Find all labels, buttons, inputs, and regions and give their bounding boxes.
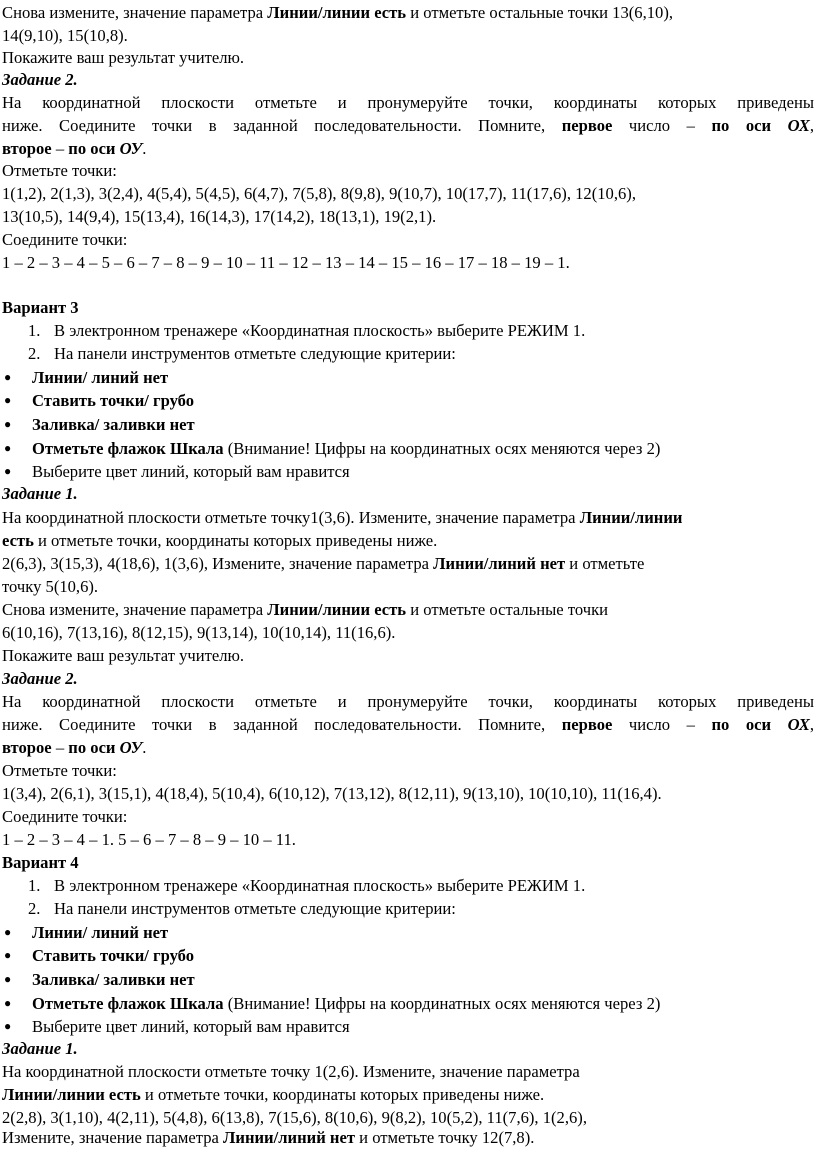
text-line: Соедините точки: <box>2 230 128 249</box>
numbered-item: 1. В электронном тренажере «Координатная плоскость» выберите РЕЖИМ 1. <box>28 321 586 340</box>
variant-heading: Вариант 3 <box>2 298 79 317</box>
task-heading: Задание 2. <box>2 669 78 688</box>
text-line: Снова измените, значение параметра Линии/линии есть и отметьте остальные точки 13(6,10), <box>2 3 673 22</box>
text-line: второе – по оси ОУ. <box>2 139 147 158</box>
sequence-line: 1 – 2 – 3 – 4 – 1. 5 – 6 – 7 – 8 – 9 – 10 – 11. <box>2 830 296 849</box>
bullet-item: ● Ставить точки/ грубо <box>4 946 195 965</box>
points-line: 1(3,4), 2(6,1), 3(15,1), 4(18,4), 5(10,4), 6(10,12), 7(13,12), 8(12,11), 9(13,10), 10(10,10), 11(16,4). <box>2 784 662 803</box>
text-line: На координатной плоскости отметьте и пронумеруйте точки, координаты которых приведены <box>2 93 814 112</box>
bullet-item: ● Линии/ линий нет <box>4 368 169 387</box>
numbered-item: 1. В электронном тренажере «Координатная плоскость» выберите РЕЖИМ 1. <box>28 876 586 895</box>
text-line: ниже. Соедините точки в заданной последовательности. Помните, первое число – по оси ОХ, <box>2 715 814 734</box>
text-line: Измените, значение параметра Линии/линий нет и отметьте точку 12(7,8). <box>2 1128 535 1147</box>
task-heading: Задание 1. <box>2 1039 78 1058</box>
bullet-item: ● Линии/ линий нет <box>4 923 169 942</box>
points-line: 6(10,16), 7(13,16), 8(12,15), 9(13,14), 10(10,14), 11(16,6). <box>2 623 396 642</box>
task-heading: Задание 2. <box>2 70 78 89</box>
text-line: На координатной плоскости отметьте точку 1(2,6). Измените, значение параметра <box>2 1062 580 1081</box>
points-line: 13(10,5), 14(9,4), 15(13,4), 16(14,3), 17(14,2), 18(13,1), 19(2,1). <box>2 207 437 226</box>
text-line: Покажите ваш результат учителю. <box>2 646 245 665</box>
text-line: Отметьте точки: <box>2 761 117 780</box>
bullet-item: ● Отметьте флажок Шкала (Внимание! Цифры на координатных осях меняются через 2) <box>4 439 661 458</box>
text-line: Отметьте точки: <box>2 161 117 180</box>
variant-heading: Вариант 4 <box>2 853 79 872</box>
text-line: 2(6,3), 3(15,3), 4(18,6), 1(3,6), Измените, значение параметра Линии/линий нет и отметьте <box>2 554 645 573</box>
bullet-item: ● Отметьте флажок Шкала (Внимание! Цифры на координатных осях меняются через 2) <box>4 994 661 1013</box>
bullet-item: ● Заливка/ заливки нет <box>4 415 195 434</box>
text-line: На координатной плоскости отметьте и пронумеруйте точки, координаты которых приведены <box>2 692 814 711</box>
text-line: На координатной плоскости отметьте точку1(3,6). Измените, значение параметра Линии/линии <box>2 508 683 527</box>
text-line: второе – по оси ОУ. <box>2 738 147 757</box>
bullet-item: ● Выберите цвет линий, который вам нравится <box>4 1017 350 1036</box>
text-line: Снова измените, значение параметра Линии/линии есть и отметьте остальные точки <box>2 600 609 619</box>
text-line: Линии/линии есть и отметьте точки, координаты которых приведены ниже. <box>2 1085 545 1104</box>
numbered-item: 2. На панели инструментов отметьте следующие критерии: <box>28 899 456 918</box>
text-line: 14(9,10), 15(10,8). <box>2 26 128 45</box>
bullet-item: ● Выберите цвет линий, который вам нравится <box>4 462 350 481</box>
points-line: 2(2,8), 3(1,10), 4(2,11), 5(4,8), 6(13,8), 7(15,6), 8(10,6), 9(8,2), 10(5,2), 11(7,6), 1(2,6), <box>2 1108 587 1127</box>
points-line: 1(1,2), 2(1,3), 3(2,4), 4(5,4), 5(4,5), 6(4,7), 7(5,8), 8(9,8), 9(10,7), 10(17,7), 11(17,6), 12(10,6), <box>2 184 636 203</box>
sequence-line: 1 – 2 – 3 – 4 – 5 – 6 – 7 – 8 – 9 – 10 – 11 – 12 – 13 – 14 – 15 – 16 – 17 – 18 – 19 – 1. <box>2 253 570 272</box>
bullet-item: ● Заливка/ заливки нет <box>4 970 195 989</box>
bullet-item: ● Ставить точки/ грубо <box>4 391 195 410</box>
task-heading: Задание 1. <box>2 484 78 503</box>
text-line: Соедините точки: <box>2 807 128 826</box>
text-line: ниже. Соедините точки в заданной последовательности. Помните, первое число – по оси ОХ, <box>2 116 814 135</box>
numbered-item: 2. На панели инструментов отметьте следующие критерии: <box>28 344 456 363</box>
text-line: есть и отметьте точки, координаты которых приведены ниже. <box>2 531 438 550</box>
text-line: точку 5(10,6). <box>2 577 99 596</box>
text-line: Покажите ваш результат учителю. <box>2 48 245 67</box>
